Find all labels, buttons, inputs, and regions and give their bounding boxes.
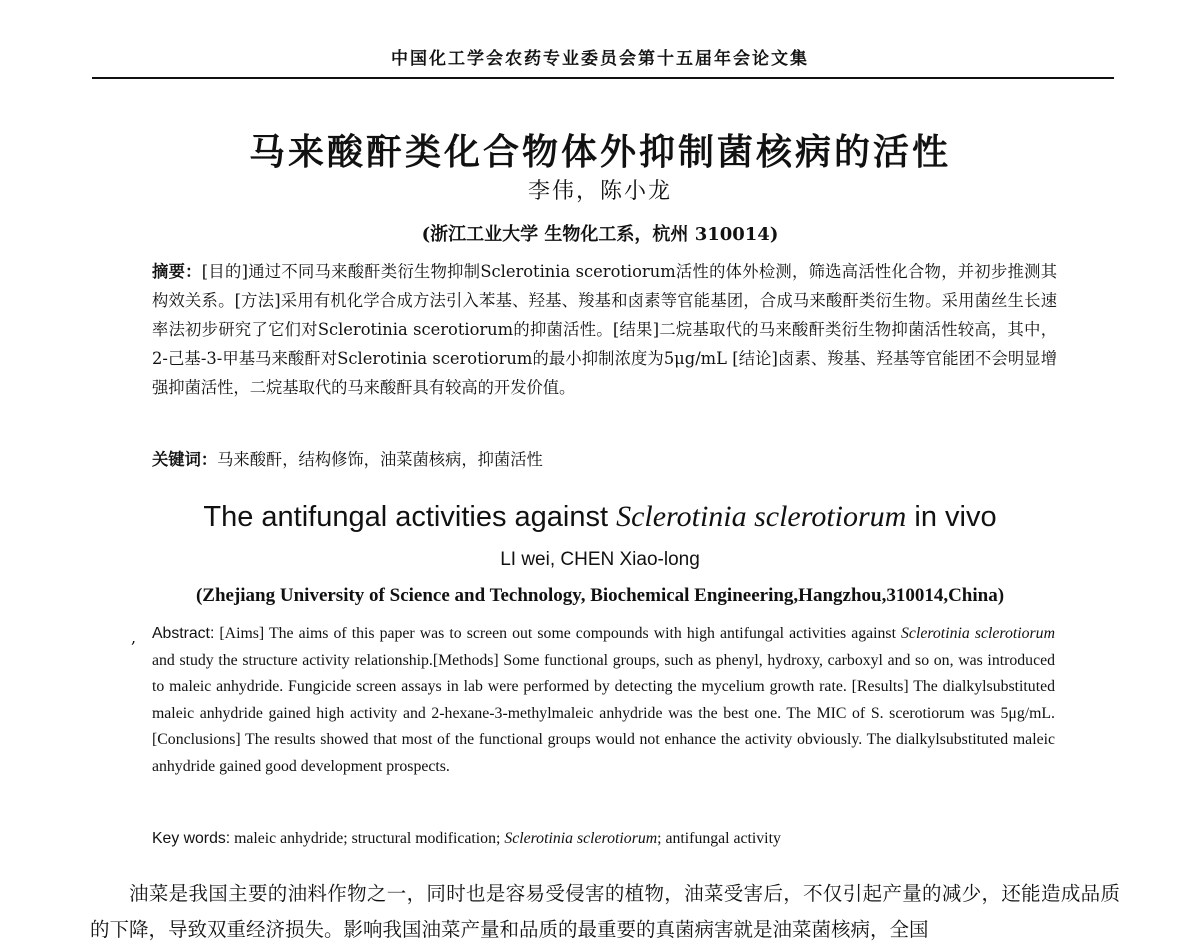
keywords-english-text-2: ; antifungal activity [657,830,781,847]
keywords-chinese-text: 马来酸酐，结构修饰，油菜菌核病，抑菌活性 [217,450,543,469]
abstract-english-text-1: [Aims] The aims of this paper was to screen out some compounds with high antifungal activities against [214,625,902,642]
keywords-english-species: Sclerotinia sclerotiorum [504,830,658,847]
abstract-chinese-label: 摘要： [152,262,202,281]
abstract-english [152,621,1055,780]
keywords-chinese-label: 关键词： [152,450,218,469]
abstract-english-species: Sclerotinia sclerotiorum [901,625,1055,642]
abstract-chinese [152,257,1057,402]
title-english-species: Sclerotinia sclerotiorum [616,500,907,533]
abstract-english-bullet: , [131,628,137,647]
keywords-english-text-1: maleic anhydride; structural modification; [230,830,505,847]
title-english [0,500,1200,534]
keywords-english-label: Key words: [152,830,231,847]
title-english-part1: The antifungal activities against [203,501,617,533]
running-header: 中国化工学会农药专业委员会第十五届年会论文集 [391,49,809,69]
affiliation-english: (Zhejiang University of Science and Technology, Biochemical Engineering,Hangzhou,310014,China) [195,585,1005,606]
abstract-chinese-text: [目的]通过不同马来酸酐类衍生物抑制Sclerotinia scerotiorum活性的体外检测，筛选高活性化合物，并初步推测其构效关系。[方法]采用有机化学合成方法引入苯基、羟基、羧基和卤素等官能基团，合成马来酸酐类衍生物。采用菌丝生长速率法初步研究了它们对Sclerotinia scerotiorum的抑菌活性。[结果]二烷基取代的马来酸酐类衍生物抑菌活性较高，其中，2-己基-3-甲基马来酸酐对Sclerotinia scerotiorum的最小抑制浓度为5μg/mL [结论]卤素、羧基、羟基等官能团不会明显增强抑菌活性，二烷基取代的马来酸酐具有较高的开发价值。 [152,262,1057,397]
header-rule [92,77,1114,79]
abstract-english-text-2: and study the structure activity relationship.[Methods] Some functional groups, such as phenyl, hydroxy, carboxyl and so on, was introduced to maleic anhydride. Fungicide screen assays in lab were performed by detecting the mycelium growth rate. [Results] The dialkylsubstituted maleic anhydride gained high activity and 2-hexane-3-methylmaleic anhydride was the best one. The MIC of S. scerotiorum was 5μg/mL. [Conclusions] The results showed that most of the functional groups would not enhance the activity obviously. The dialkylsubstituted maleic anhydride gained good development prospects. [152,651,1055,775]
title-english-part2: in vivo [906,501,997,533]
authors-chinese: 李伟，陈小龙 [527,179,672,204]
keywords-english [152,830,1057,848]
authors-english: LI wei, CHEN Xiao-long [500,549,700,570]
affiliation-chinese: (浙江工业大学 生物化工系，杭州 310014) [421,224,779,245]
body-paragraph: 油菜是我国主要的油料作物之一，同时也是容易受侵害的植物，油菜受害后，不仅引起产量的减少，还能造成品质的下降，导致双重经济损失。影响我国油菜产量和品质的最重要的真菌病害就是油菜菌核病，全国 [90,882,1120,941]
title-chinese: 马来酸酐类化合物体外抑制菌核病的活性 [248,132,951,173]
abstract-english-label: Abstract: [152,625,215,642]
keywords-chinese [152,446,1057,470]
